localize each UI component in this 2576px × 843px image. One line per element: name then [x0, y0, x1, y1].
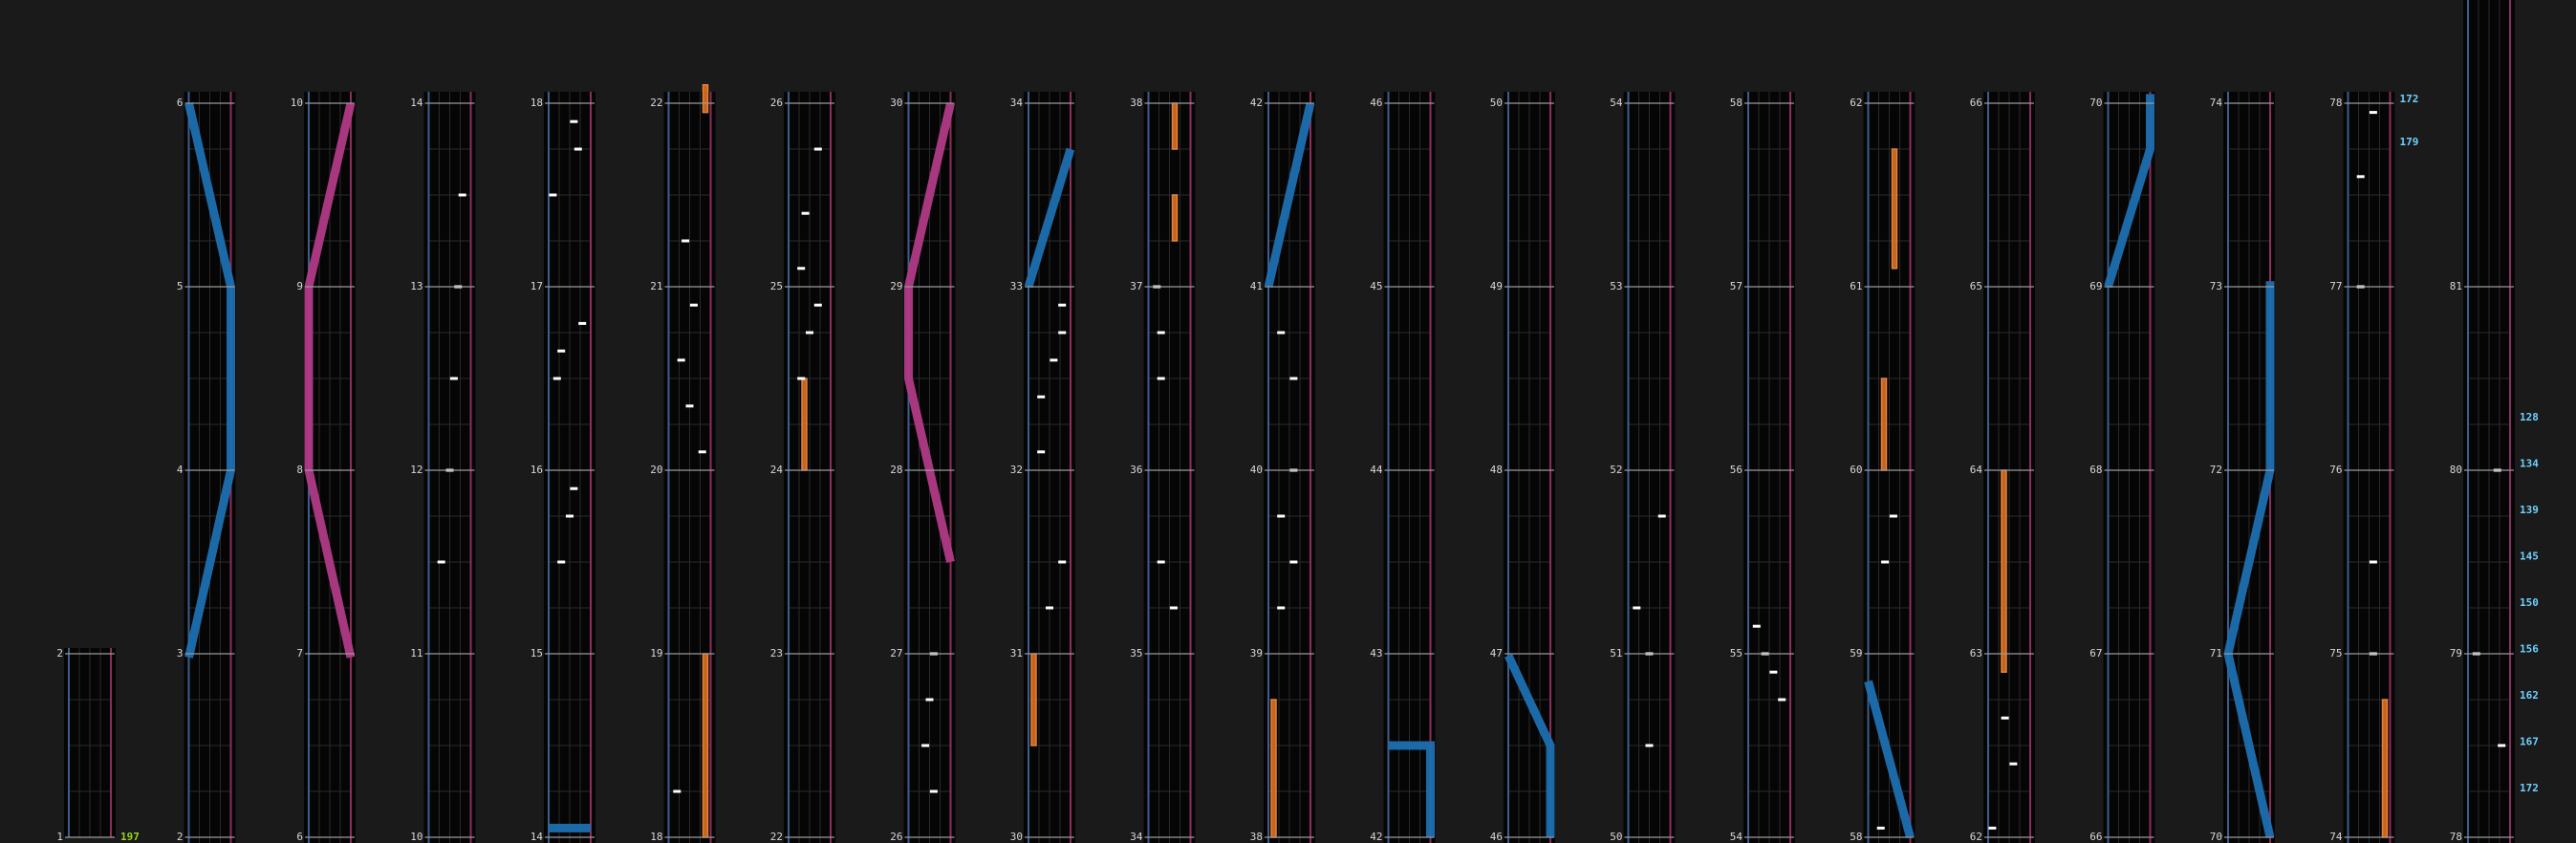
chip-note [930, 790, 938, 793]
measure-number: 56 [1729, 464, 1743, 476]
chip-note [1289, 378, 1297, 380]
measure-number: 74 [2209, 97, 2222, 109]
chip-note [678, 358, 685, 361]
chip-note [438, 561, 445, 564]
measure-number: 2 [56, 647, 63, 659]
measure-number: 18 [530, 97, 543, 109]
measure-number: 47 [1489, 647, 1503, 659]
chip-note [673, 790, 681, 793]
chip-note [553, 378, 561, 380]
bpm-label: 128 [2520, 411, 2539, 423]
measure-number: 42 [1249, 97, 1263, 109]
measure-number: 46 [1489, 831, 1503, 843]
chip-note [549, 194, 556, 197]
chip-note [578, 322, 586, 325]
measure-number: 45 [1370, 280, 1383, 292]
bpm-label: 145 [2520, 550, 2539, 563]
measure-number: 7 [296, 647, 303, 659]
measure-number: 36 [1130, 464, 1143, 476]
chip-note [1037, 450, 1045, 453]
chip-note [1633, 607, 1640, 610]
bpm-label: 172 [2520, 782, 2539, 794]
measure-number: 1 [56, 831, 63, 843]
measure-number: 52 [1610, 464, 1623, 476]
chip-note [459, 194, 466, 197]
chip-note [682, 240, 689, 243]
measure-number: 61 [1850, 280, 1863, 292]
bpm-label: 179 [2399, 136, 2419, 148]
measure-number: 43 [1370, 647, 1383, 659]
chip-note [574, 148, 582, 151]
chip-note [1778, 699, 1786, 702]
measure-number: 78 [2329, 97, 2343, 109]
measure-number: 14 [410, 97, 423, 109]
chip-note [2370, 111, 2377, 114]
measure-number: 58 [1850, 831, 1863, 843]
measure-number: 44 [1370, 464, 1383, 476]
measure-number: 66 [1969, 97, 1982, 109]
measure-number: 54 [1729, 831, 1743, 843]
measure-number: 23 [769, 647, 783, 659]
measure-number: 69 [2089, 280, 2103, 292]
measure-number: 73 [2209, 280, 2222, 292]
bpm-label: 134 [2520, 457, 2539, 470]
chip-note [1277, 332, 1285, 335]
hold-note [2002, 470, 2006, 672]
measure-number: 35 [1130, 647, 1143, 659]
chip-note [1058, 304, 1066, 307]
measure-number: 37 [1130, 280, 1143, 292]
hold-note [1882, 378, 1887, 470]
chip-note [1046, 607, 1053, 610]
measure-number: 22 [769, 831, 783, 843]
measure-number: 27 [890, 647, 903, 659]
measure-number: 57 [1729, 280, 1743, 292]
measure-number: 65 [1969, 280, 1982, 292]
chip-note [797, 267, 805, 270]
measure-number: 26 [890, 831, 903, 843]
measure-number: 54 [1610, 97, 1623, 109]
measure-number: 50 [1489, 97, 1503, 109]
measure-number: 70 [2209, 831, 2222, 843]
measure-number: 53 [1610, 280, 1623, 292]
measure-number: 6 [296, 831, 303, 843]
measure-number: 71 [2209, 647, 2222, 659]
hold-note [1893, 149, 1897, 269]
measure-number: 72 [2209, 464, 2222, 476]
bpm-label: 162 [2520, 689, 2539, 702]
measure-number: 34 [1130, 831, 1143, 843]
chip-note [450, 378, 458, 380]
measure-number: 16 [530, 464, 543, 476]
measure-number: 8 [296, 464, 303, 476]
measure-number: 66 [2089, 831, 2103, 843]
measure-number: 20 [650, 464, 663, 476]
measure-number: 11 [410, 647, 423, 659]
hold-note [1173, 195, 1178, 241]
measure-number: 75 [2329, 647, 2343, 659]
chip-note [557, 561, 565, 564]
chip-note [1890, 515, 1897, 518]
chip-note [797, 378, 805, 380]
measure-number: 12 [410, 464, 423, 476]
chip-note [921, 745, 929, 747]
chip-note [814, 304, 822, 307]
measure-number: 58 [1729, 97, 1743, 109]
measure-number: 51 [1610, 647, 1623, 659]
measure-number: 26 [769, 97, 783, 109]
measure-number: 78 [2449, 831, 2462, 843]
measure-number: 38 [1130, 97, 1143, 109]
measure-number: 32 [1009, 464, 1023, 476]
measure-number: 42 [1370, 831, 1383, 843]
measure-number: 59 [1850, 647, 1863, 659]
hold-note [1271, 700, 1276, 837]
chip-note [1158, 378, 1165, 380]
bpm-label: 167 [2520, 735, 2539, 748]
measure-number: 49 [1489, 280, 1503, 292]
measure-number: 2 [176, 831, 184, 843]
measure-number: 25 [769, 280, 783, 292]
chip-note [926, 699, 934, 702]
measure-number: 40 [1249, 464, 1263, 476]
measure-number: 79 [2449, 647, 2462, 659]
chip-note [2357, 175, 2365, 178]
measure-number: 24 [769, 464, 783, 476]
chip-note [1277, 515, 1285, 518]
chip-note [2498, 745, 2505, 747]
chip-note [1881, 561, 1889, 564]
chip-note [1769, 671, 1777, 674]
hold-note [704, 654, 708, 837]
measure-number: 48 [1489, 464, 1503, 476]
chip-note [1158, 332, 1165, 335]
measure-number: 28 [890, 464, 903, 476]
bpm-label: 172 [2399, 93, 2419, 105]
measure-number: 76 [2329, 464, 2343, 476]
measure-number: 4 [176, 464, 184, 476]
bpm-label: 150 [2520, 596, 2539, 609]
measure-number: 62 [1969, 831, 1982, 843]
measure-number: 30 [890, 97, 903, 109]
measure-number: 70 [2089, 97, 2103, 109]
chip-note [570, 487, 577, 490]
chip-note [1058, 332, 1066, 335]
measure-number: 29 [890, 280, 903, 292]
chip-note [1037, 396, 1045, 399]
chip-note [802, 212, 810, 215]
measure-number: 39 [1249, 647, 1263, 659]
chip-note [566, 515, 574, 518]
measure-number: 3 [176, 647, 184, 659]
chip-note [814, 148, 822, 151]
chip-note [1646, 745, 1654, 747]
measure-number: 10 [410, 831, 423, 843]
measure-number: 6 [176, 97, 184, 109]
measure-number: 74 [2329, 831, 2343, 843]
measure-number: 60 [1850, 464, 1863, 476]
chip-note [1170, 607, 1178, 610]
chip-note [699, 450, 706, 453]
hold-note [704, 85, 708, 113]
hold-note [1173, 103, 1178, 149]
measure-number: 9 [296, 280, 303, 292]
chip-note [1277, 607, 1285, 610]
measure-number: 38 [1249, 831, 1263, 843]
measure-number: 46 [1370, 97, 1383, 109]
chip-note [1753, 625, 1761, 628]
measure-number: 31 [1009, 647, 1023, 659]
measure-number: 10 [290, 97, 303, 109]
bpm-label: 139 [2520, 504, 2539, 516]
measure-number: 50 [1610, 831, 1623, 843]
chip-note [686, 404, 694, 407]
hold-note [802, 378, 807, 470]
chip-note [1058, 561, 1066, 564]
chip-note [2002, 717, 2009, 720]
chip-note [2009, 763, 2017, 766]
measure-number: 62 [1850, 97, 1863, 109]
chip-note [2370, 561, 2377, 564]
hold-note [1031, 654, 1036, 746]
hold-note [2383, 700, 2388, 837]
measure-number: 67 [2089, 647, 2103, 659]
measure-number: 15 [530, 647, 543, 659]
bpm-label: 156 [2520, 642, 2539, 656]
chip-note [1988, 827, 1996, 830]
measure-number: 13 [410, 280, 423, 292]
chip-note [1658, 515, 1666, 518]
chip-note [806, 332, 813, 335]
measure-number: 17 [530, 280, 543, 292]
measure-number: 80 [2449, 464, 2462, 476]
chip-note [1158, 561, 1165, 564]
bpm-label: 197 [120, 831, 140, 843]
measure-number: 77 [2329, 280, 2343, 292]
measure-number: 5 [176, 280, 184, 292]
measure-number: 64 [1969, 464, 1982, 476]
measure-number: 33 [1009, 280, 1023, 292]
measure-number: 22 [650, 97, 663, 109]
chip-note [690, 304, 698, 307]
measure-number: 21 [650, 280, 663, 292]
chip-note [1289, 561, 1297, 564]
measure-number: 18 [650, 831, 663, 843]
chip-note [570, 120, 577, 123]
chip-note [1050, 358, 1057, 361]
measure-number: 14 [530, 831, 543, 843]
measure-number: 81 [2449, 280, 2462, 292]
chip-note [1877, 827, 1885, 830]
measure-number: 30 [1009, 831, 1023, 843]
measure-number: 63 [1969, 647, 1982, 659]
measure-number: 34 [1009, 97, 1023, 109]
measure-number: 19 [650, 647, 663, 659]
measure-number: 41 [1249, 280, 1263, 292]
measure-number: 68 [2089, 464, 2103, 476]
measure-number: 55 [1729, 647, 1743, 659]
chip-note [557, 350, 565, 353]
